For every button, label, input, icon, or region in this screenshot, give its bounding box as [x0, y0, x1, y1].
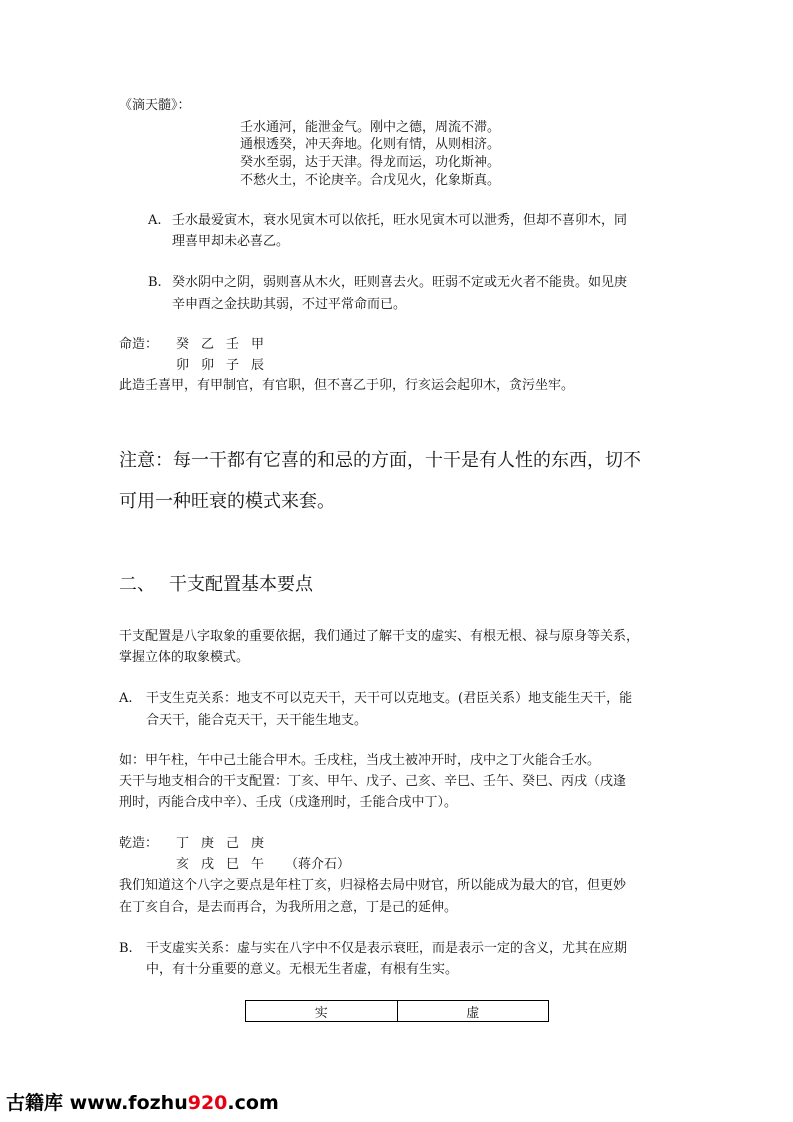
chart-person: （蒋介石） [285, 857, 351, 872]
bazi-stem: 甲 [251, 337, 265, 352]
poem-line: 通根透癸，冲天奔地。化则有情，从则相济。 [240, 137, 501, 152]
url-prefix: www.fozhu [69, 1092, 188, 1114]
sec-a-marker: A. [119, 691, 133, 706]
chart-comment: 我们知道这个八字之要点是年柱丁亥，归禄格去局中财官，所以能成为最大的官，但更妙 [119, 878, 627, 893]
note-text: 注意：每一干都有它喜的和忌的方面，十干是有人性的东西，切不 [119, 450, 641, 471]
bazi-branch: 卯 [201, 358, 215, 373]
site-url [70, 1092, 279, 1114]
bazi-branch: 子 [226, 358, 240, 373]
bazi-branch: 亥 [176, 857, 190, 872]
poem-line: 不愁火土，不论庚辛。合戊见火，化象斯真。 [240, 173, 501, 188]
bazi-stem: 乙 [201, 337, 215, 352]
point-a-text: 理喜甲却未必喜乙。 [172, 234, 290, 249]
bazi-branch: 巳 [226, 857, 240, 872]
table-header-cell: 实 [246, 1001, 398, 1022]
bazi-stems [176, 835, 276, 853]
bazi-branch: 戌 [201, 857, 215, 872]
site-watermark [6, 1088, 279, 1115]
bazi-stem: 庚 [201, 836, 215, 851]
quote-source-title: 《滴天髓》： [119, 98, 191, 113]
bazi-stems [176, 336, 276, 354]
section-number: 二、 [119, 574, 155, 595]
bazi-stem: 癸 [176, 337, 190, 352]
table-header-cell: 虚 [397, 1001, 549, 1022]
table-header-row [246, 1001, 549, 1022]
section-title: 干支配置基本要点 [169, 574, 313, 595]
point-b-text: 辛申酉之金扶助其弱，不过平常命而已。 [172, 297, 407, 312]
intro-text: 干支配置是八字取象的重要依据，我们通过了解干支的虚实、有根无根、禄与原身等关系， [119, 629, 640, 644]
bazi-stem: 庚 [251, 836, 265, 851]
note-text: 可用一种旺衰的模式来套。 [119, 491, 335, 512]
intro-text: 掌握立体的取象模式。 [119, 650, 250, 665]
chart-label: 乾造： [119, 836, 159, 851]
bazi-branch: 午 [251, 857, 265, 872]
sec-b-text: 干支虚实关系：虚与实在八字中不仅是表示衰旺，而是表示一定的含义，尤其在应期 [146, 941, 628, 956]
chart-label: 命造： [119, 337, 159, 352]
example-text: 天干与地支相合的干支配置：丁亥、甲午、戊子、己亥、辛巳、壬午、癸巳、丙戌（戌逢 [119, 774, 627, 789]
chart-comment: 在丁亥自合，是去而再合，为我所用之意，丁是己的延伸。 [119, 900, 458, 915]
bazi-stem: 丁 [176, 836, 190, 851]
shi-xu-table [245, 1000, 549, 1022]
poem-line: 壬水通河，能泄金气。刚中之德，周流不滞。 [240, 120, 501, 135]
sec-b-text: 中，有十分重要的意义。无根无生者虚，有根有生实。 [146, 962, 459, 977]
point-a-marker: A. [148, 213, 162, 228]
bazi-stem: 壬 [226, 337, 240, 352]
bazi-branches [176, 856, 276, 874]
poem-line: 癸水至弱，达于天津。得龙而运，功化斯神。 [240, 155, 501, 170]
point-b-marker: B. [148, 275, 162, 290]
example-text: 如：甲午柱，午中己土能合甲木。壬戌柱，当戌土被冲开时，戌中之丁火能合壬水。 [119, 753, 601, 768]
sec-a-text: 合天干，能合克天干，天干能生地支。 [146, 713, 368, 728]
point-a-text: 壬水最爱寅木，衰水见寅木可以依托，旺水见寅木可以泄秀，但却不喜卯木，同 [172, 213, 628, 228]
bazi-stem: 己 [226, 836, 240, 851]
sec-a-text: 干支生克关系：地支不可以克天干，天干可以克地支。(君臣关系）地支能生天干，能 [146, 691, 633, 706]
url-number: 920 [187, 1092, 228, 1114]
chart-comment: 此造壬喜甲，有甲制官，有官职，但不喜乙于卯，行亥运会起卯木，贪污坐牢。 [119, 378, 575, 393]
site-name: 古籍库 [6, 1092, 64, 1114]
sec-b-marker: B. [119, 941, 133, 956]
example-text: 刑时，丙能合戌中辛）、壬戌（戌逢刑时，壬能合戌中丁）。 [119, 795, 458, 810]
url-suffix: .com [227, 1092, 279, 1114]
point-b-text: 癸水阴中之阴，弱则喜从木火，旺则喜去火。旺弱不定或无火者不能贵。如见庚 [172, 275, 628, 290]
bazi-branch: 卯 [176, 358, 190, 373]
bazi-branch: 辰 [251, 358, 265, 373]
bazi-branches [176, 357, 276, 375]
